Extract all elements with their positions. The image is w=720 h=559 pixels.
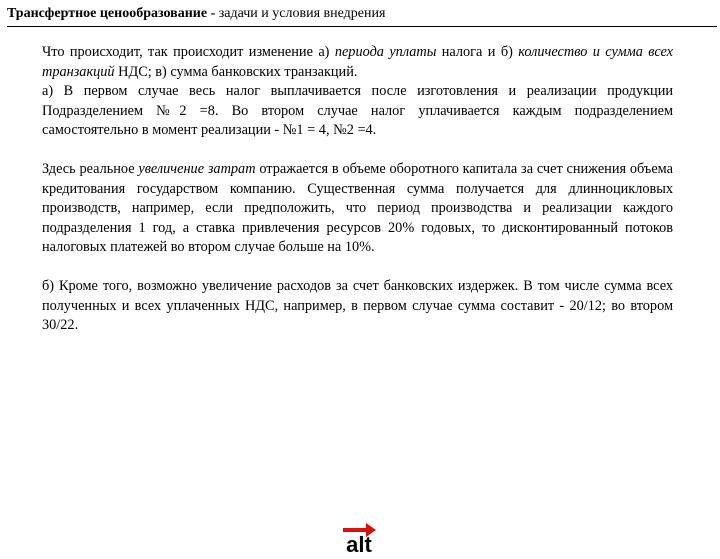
slide-body: [42, 43, 673, 336]
paragraph-2: [42, 160, 673, 258]
spacer: [42, 141, 673, 160]
paragraph-3: б) Кроме того, возможно увеличение расходов за счет банковских издержек. В том числе сумма всех полученных и всех уплаченных НДС, например, в первом случае сумма составит - 20/12; во втором 30/22.: [42, 277, 673, 334]
paragraph-1: [42, 43, 673, 82]
paragraph-1-text-b: налога и б): [436, 44, 519, 60]
paragraph-1-continued: а) В первом случае весь налог выплачивается после изготовления и реализации продукции Подразделением №2 =8. Во втором случае налог уплачивается каждым подразделением самостоятельно в момент реализации - №1 = 4, №2 =4.: [42, 83, 673, 139]
slide-header: [7, 4, 717, 27]
paragraph-1-italic-a: периода уплаты: [334, 44, 437, 60]
slide-title: Трансфертное ценообразование -: [7, 6, 216, 21]
slide-subtitle: задачи и условия внедрения: [215, 6, 386, 21]
paragraph-1-italic-b: количество и сумма всех транзакций: [42, 44, 673, 80]
paragraph-2-italic: увеличение затрат: [138, 160, 256, 177]
paragraph-2-text-a: Здесь реальное: [42, 160, 139, 177]
spacer: [42, 258, 673, 277]
paragraph-1-text-c: НДС; в) сумма банковских транзакций.: [114, 63, 358, 80]
logo-text: alt: [346, 532, 372, 554]
alt-logo: [341, 518, 377, 554]
alt-logo-icon: [341, 518, 377, 554]
paragraph-2-text-b: отражается в объеме оборотного капитала за счет снижения объема кредитования государством компанию. Существенная сумма получается для длинноцикловых производств, например, если предположить, что период производства и реализации каждого подразделения 1 год, а ставка привлечения ресурсов 20% годовых, то дисконтированный потоков налоговых платежей во втором случае больше на 10%.: [42, 160, 673, 256]
paragraph-1-text-a: Что происходит, так происходит изменение а): [42, 44, 335, 60]
